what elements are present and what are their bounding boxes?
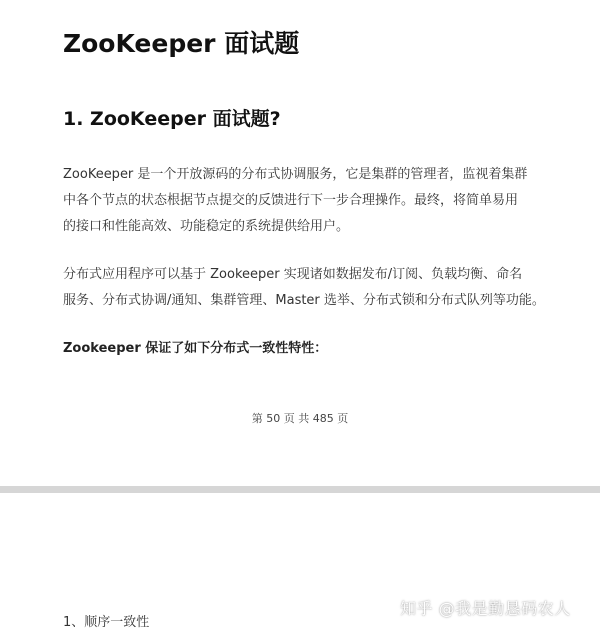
paragraph-line: 中各个节点的状态根据节点提交的反馈进行下一步合理操作。最终，将简单易用 xyxy=(63,193,519,208)
paragraph-line: 的接口和性能高效、功能稳定的系统提供给用户。 xyxy=(63,219,350,234)
paragraph-line: 分布式应用程序可以基于 Zookeeper 实现诸如数据发布/订阅、负载均衡、命名 xyxy=(63,267,523,282)
paragraph-line: ZooKeeper 是一个开放源码的分布式协调服务，它是集群的管理者，监视着集群 xyxy=(63,167,528,182)
page-separator xyxy=(0,486,600,493)
list-item: 1、顺序一致性 xyxy=(63,615,150,630)
paragraph-intro xyxy=(63,162,553,240)
paragraph-consistency-heading: Zookeeper 保证了如下分布式一致性特性： xyxy=(63,341,328,356)
document-page-51 xyxy=(0,493,600,640)
page-number: 第 50 页 共 485 页 xyxy=(251,412,349,425)
document-title: ZooKeeper 面试题 xyxy=(63,29,300,58)
paragraph-use-cases xyxy=(63,262,553,314)
section-heading: 1. ZooKeeper 面试题? xyxy=(63,108,281,130)
paragraph-line: 服务、分布式协调/通知、集群管理、Master 选举、分布式锁和分布式队列等功能。 xyxy=(63,293,545,308)
zhihu-watermark: 知乎 @我是勤恳码农人 xyxy=(400,599,571,618)
